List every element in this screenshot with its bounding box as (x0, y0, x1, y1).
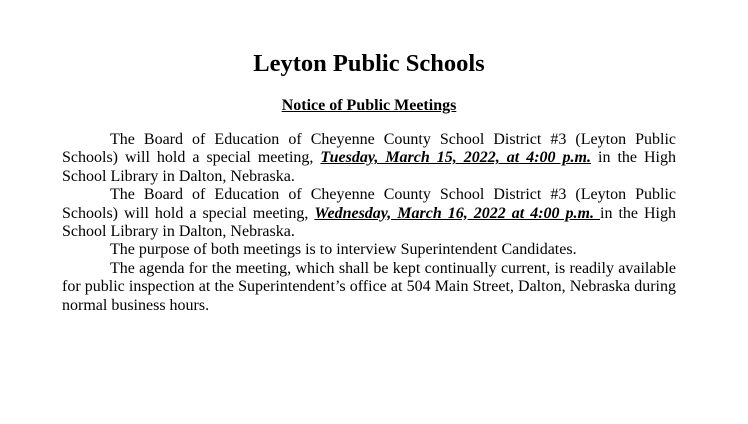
meeting-date: Wednesday, March 16, 2022 at 4:00 p.m. (314, 204, 600, 222)
paragraph-text: in the High School Library in Dalton, Nebraska. (62, 149, 676, 185)
paragraph-text: The Board of Education of Cheyenne County School District #3 (Leyton Public Schools) will hold a special meeting, (62, 131, 676, 167)
paragraph-text: The Board of Education of Cheyenne County School District #3 (Leyton Public Schools) will hold a special meeting, (62, 186, 676, 222)
notice-document (62, 48, 676, 315)
meeting-paragraph-1 (62, 131, 676, 186)
paragraph-text: in the High School Library in Dalton, Nebraska. (62, 204, 676, 241)
meeting-date: Tuesday, March 15, 2022, at 4:00 p.m. (320, 149, 591, 167)
document-title: Leyton Public Schools (253, 50, 485, 77)
document-subtitle: Notice of Public Meetings (281, 97, 457, 114)
agenda-paragraph: The agenda for the meeting, which shall be kept continually current, is readily available for public inspection at the Superintendent’s office at 504 Main Street, Dalton, Nebraska during normal business hours. (62, 259, 676, 314)
meeting-paragraph-2 (62, 186, 676, 241)
purpose-paragraph: The purpose of both meetings is to interview Superintendent Candidates. (110, 241, 577, 259)
